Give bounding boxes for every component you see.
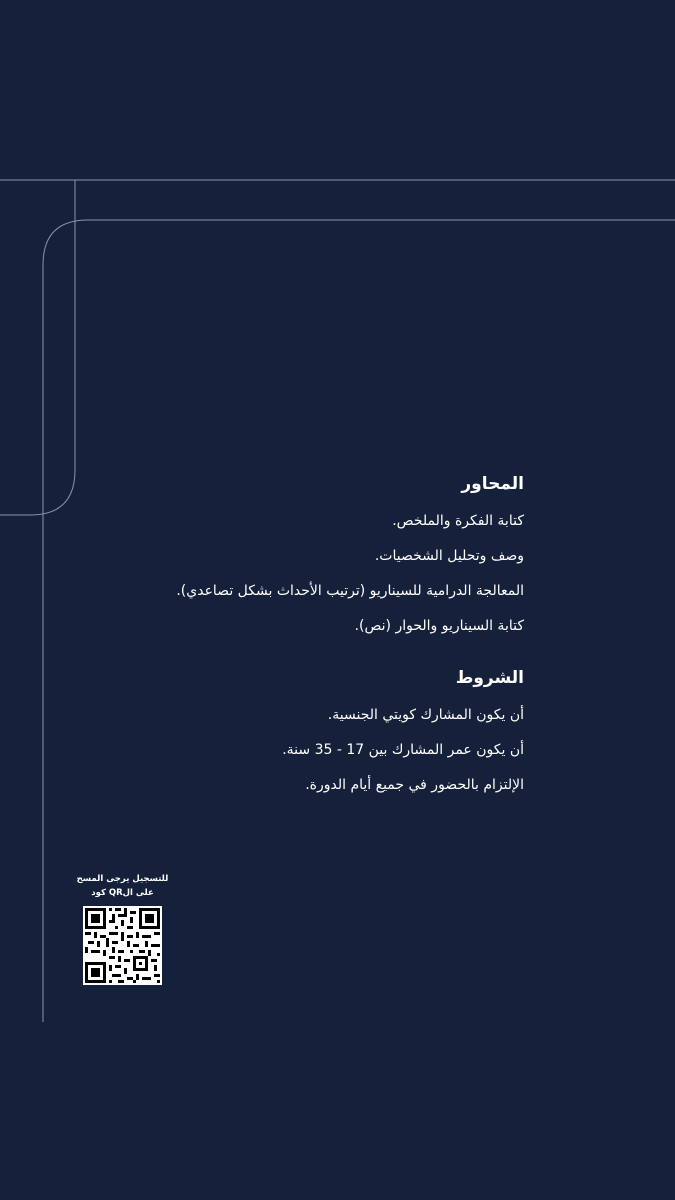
conditions-section-title: الشروط	[455, 668, 524, 688]
qr-caption-line-2: على الQR كود	[91, 888, 154, 898]
axes-list	[64, 512, 524, 636]
conditions-list	[64, 706, 524, 795]
conditions-list-item: أن يكون المشارك كويتي الجنسية.	[327, 707, 524, 723]
conditions-list-item: أن يكون عمر المشارك بين 17 - 35 سنة.	[282, 742, 524, 758]
axes-list-item: المعالجة الدرامية للسيناريو (ترتيب الأحداث بشكل تصاعدي).	[176, 583, 524, 599]
qr-caption-line-1: للتسجيل يرجى المسح	[76, 874, 169, 884]
qr-code[interactable]	[83, 906, 162, 985]
qr-code-icon	[85, 908, 160, 983]
axes-list-item: وصف وتحليل الشخصيات.	[374, 548, 524, 564]
axes-list-item: كتابة السيناريو والحوار (نص).	[354, 618, 524, 634]
axes-section-title: المحاور	[461, 474, 524, 494]
qr-caption	[70, 872, 175, 900]
conditions-list-item: الإلتزام بالحضور في جميع أيام الدورة.	[305, 777, 524, 793]
axes-list-item: كتابة الفكرة والملخص.	[392, 513, 524, 529]
main-content	[64, 470, 524, 811]
qr-registration-block	[70, 872, 175, 985]
